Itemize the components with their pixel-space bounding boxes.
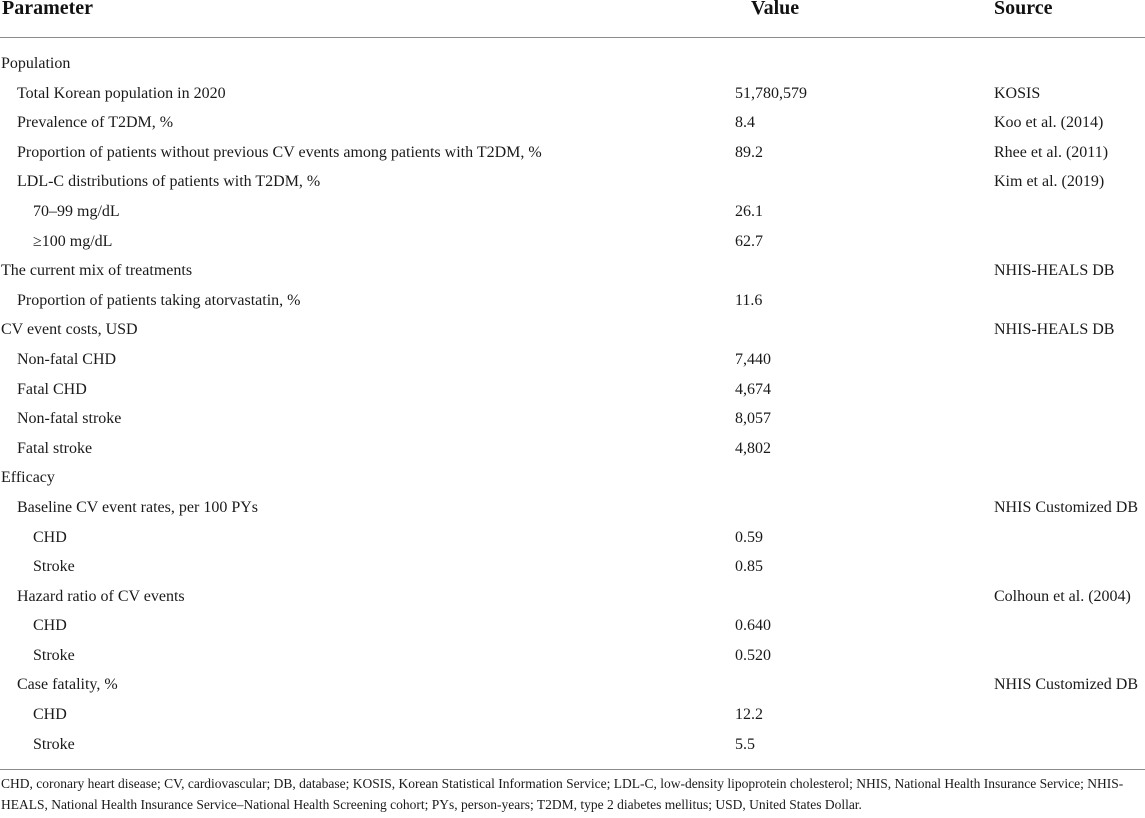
cell-source: NHIS Customized DB (994, 676, 1138, 694)
cell-parameter: Stroke (33, 558, 75, 576)
cell-parameter: 70–99 mg/dL (33, 202, 120, 220)
cell-value: 11.6 (735, 291, 763, 309)
cell-parameter: CV event costs, USD (1, 321, 138, 339)
cell-value: 12.2 (735, 706, 763, 724)
table-row (0, 227, 1145, 257)
table-row (0, 256, 1145, 286)
table-row (0, 463, 1145, 493)
table-row (0, 404, 1145, 434)
cell-parameter: Population (1, 55, 71, 72)
cell-value: 0.85 (735, 558, 763, 576)
cell-parameter: CHD (33, 706, 67, 724)
cell-value: 4,802 (735, 439, 771, 457)
cell-parameter: ≥100 mg/dL (33, 232, 113, 250)
header-source: Source (994, 0, 1053, 19)
cell-parameter: Non-fatal CHD (17, 350, 117, 368)
cell-value: 7,440 (735, 350, 771, 368)
cell-parameter: CHD (33, 528, 67, 546)
table-row (0, 730, 1145, 760)
cell-parameter: Baseline CV event rates, per 100 PYs (17, 498, 258, 516)
table-row (0, 523, 1145, 553)
table-row (0, 582, 1145, 612)
cell-parameter: Stroke (33, 735, 75, 753)
table-row (0, 493, 1145, 523)
table-bottom-rule (0, 769, 1145, 770)
cell-parameter: LDL-C distributions of patients with T2DM, % (17, 173, 321, 191)
cell-source: NHIS-HEALS DB (994, 321, 1115, 339)
table-row (0, 670, 1145, 700)
cell-source: Koo et al. (2014) (994, 114, 1104, 132)
cell-parameter: Total Korean population in 2020 (17, 84, 226, 102)
cell-parameter: Hazard ratio of CV events (17, 587, 185, 605)
table-footnote: CHD, coronary heart disease; CV, cardiovascular; DB, database; KOSIS, Korean Statistical Information Service; LDL-C, low-density lipoprotein cholesterol; NHIS, National Health Insurance Service; NHIS-HEALS, National Health Insurance Service–National Health Screening cohort; PYs, person-years; T2DM, type 2 diabetes mellitus; USD, United States Dollar. (1, 776, 1124, 812)
table-row (0, 315, 1145, 345)
cell-value: 0.59 (735, 528, 763, 546)
cell-source: Rhee et al. (2011) (994, 143, 1109, 161)
cell-parameter: CHD (33, 617, 67, 635)
table-row (0, 375, 1145, 405)
table-row (0, 611, 1145, 641)
cell-value: 0.640 (735, 617, 771, 635)
table-row (0, 138, 1145, 168)
header-value: Value (751, 0, 800, 19)
cell-parameter: Fatal stroke (17, 439, 93, 457)
table-row (0, 286, 1145, 316)
cell-source: Kim et al. (2019) (994, 173, 1105, 191)
cell-parameter: Stroke (33, 646, 75, 664)
table-row (0, 345, 1145, 375)
table-header (0, 0, 1145, 38)
table-body (0, 49, 1145, 759)
cell-value: 51,780,579 (735, 84, 807, 102)
table-row (0, 641, 1145, 671)
cell-parameter: Proportion of patients without previous CV events among patients with T2DM, % (17, 143, 542, 161)
cell-value: 4,674 (735, 380, 771, 398)
table-row (0, 434, 1145, 464)
cell-value: 26.1 (735, 202, 763, 220)
cell-parameter: Prevalence of T2DM, % (17, 114, 174, 132)
table-row (0, 167, 1145, 197)
table-row (0, 552, 1145, 582)
cell-value: 8.4 (735, 114, 755, 132)
table-row (0, 49, 1145, 79)
cell-value: 89.2 (735, 143, 763, 161)
cell-parameter: Efficacy (1, 469, 55, 487)
cell-source: KOSIS (994, 84, 1041, 102)
cell-parameter: Non-fatal stroke (17, 410, 122, 428)
cell-parameter: Proportion of patients taking atorvastatin, % (17, 291, 301, 309)
cell-source: NHIS-HEALS DB (994, 262, 1115, 280)
cell-parameter: Fatal CHD (17, 380, 87, 398)
cell-value: 62.7 (735, 232, 763, 250)
cell-value: 8,057 (735, 410, 771, 428)
table-row (0, 197, 1145, 227)
header-parameter: Parameter (2, 0, 94, 19)
cell-parameter: Case fatality, % (17, 676, 118, 694)
cell-value: 5.5 (735, 735, 755, 753)
cell-source: Colhoun et al. (2004) (994, 587, 1131, 605)
cell-source: NHIS Customized DB (994, 498, 1138, 516)
table-row (0, 79, 1145, 109)
cell-value: 0.520 (735, 646, 771, 664)
table-row (0, 108, 1145, 138)
table-row (0, 700, 1145, 730)
cell-parameter: The current mix of treatments (1, 262, 193, 280)
